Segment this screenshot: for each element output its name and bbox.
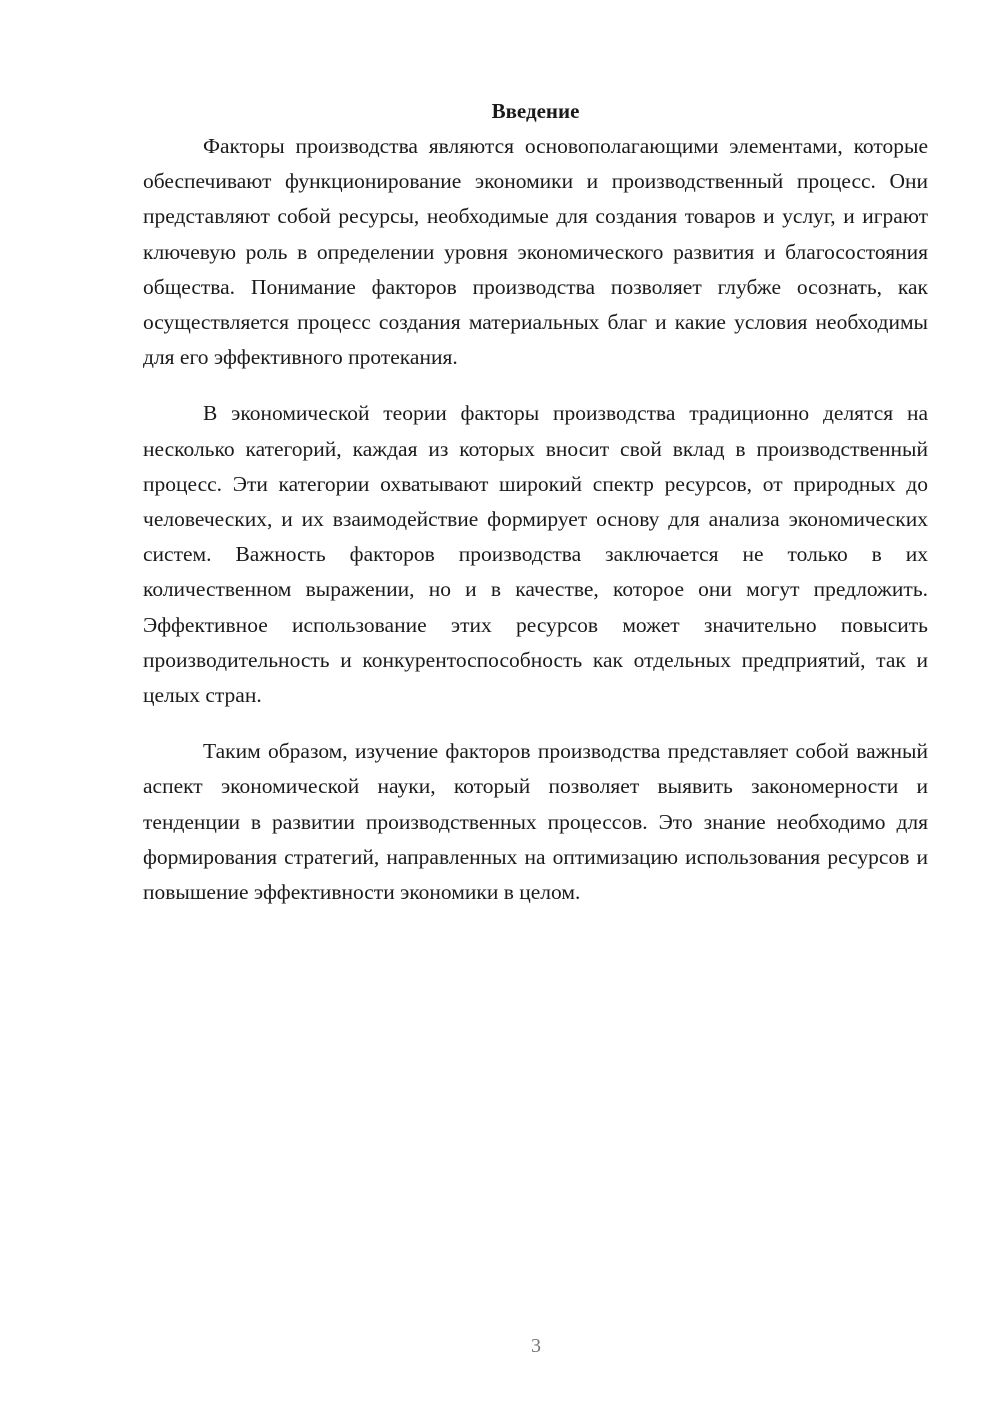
paragraph-3: Таким образом, изучение факторов производства представляет собой важный аспект экономической науки, который позволяет выявить закономерности и тенденции в развитии производственных процессов. Это знание необходимо для формирования стратегий, направленных на оптимизацию использования ресурсов и повышение эффективности экономики в целом. <box>143 739 928 905</box>
paragraph-1: Факторы производства являются основополагающими элементами, которые обеспечивают функционирование экономики и производственный процесс. Они представляют собой ресурсы, необходимые для создания товаров и услуг, и играют ключевую роль в определении уровня экономического развития и благосостояния общества. Понимание факторов производства позволяет глубже осознать, как осуществляется процесс создания материальных благ и какие условия необходимы для его эффективного протекания. <box>143 134 928 370</box>
section-title: Введение <box>491 99 580 123</box>
page-content <box>143 94 928 910</box>
paragraph-2: В экономической теории факторы производства традиционно делятся на несколько категорий, каждая из которых вносит свой вклад в производственный процесс. Эти категории охватывают широкий спектр ресурсов, от природных до человеческих, и их взаимодействие формирует основу для анализа экономических систем. Важность факторов производства заключается не только в их количественном выражении, но и в качестве, которое они могут предложить. Эффективное использование этих ресурсов может значительно повысить производительность и конкурентоспособность как отдельных предприятий, так и целых стран. <box>143 401 928 708</box>
page-number: 3 <box>531 1335 541 1357</box>
